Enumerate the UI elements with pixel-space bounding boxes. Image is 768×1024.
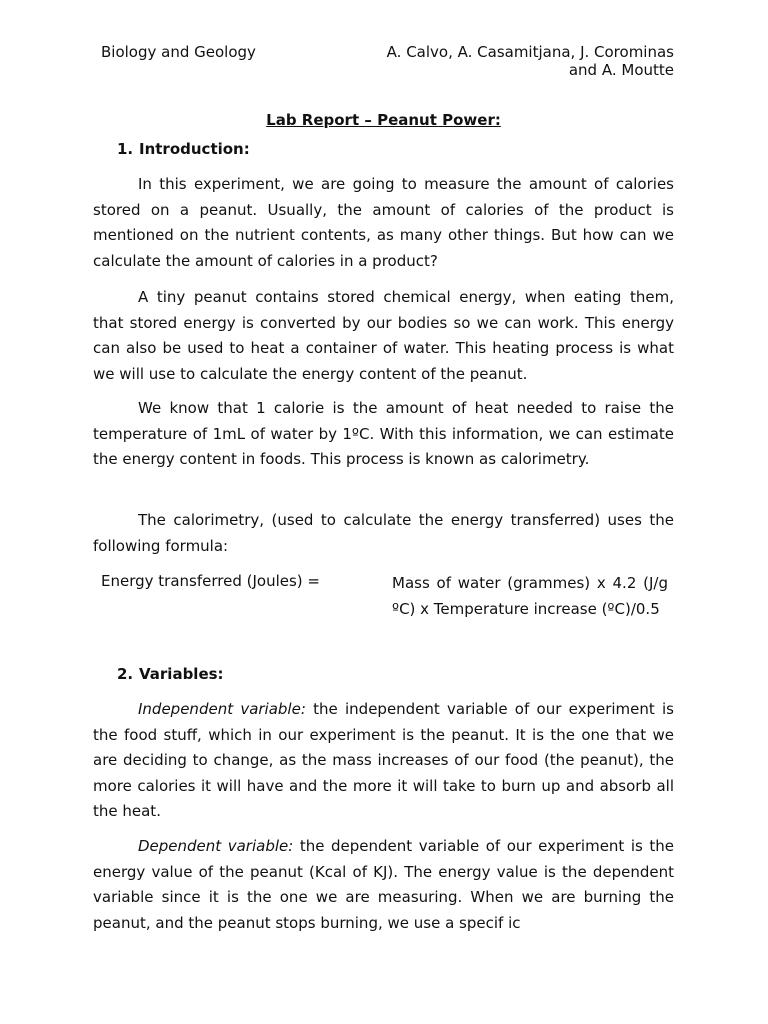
intro-paragraph-3: We know that 1 calorie is the amount of heat needed to raise the temperature of 1mL of water by 1ºC. With this information, we can estimate the energy content in foods. This process is known as calorimetry. [93, 399, 674, 469]
section-number: 2. [117, 665, 134, 683]
dependent-variable-text: the dependent variable of our experiment is the energy value of the peanut (Kcal of KJ). The energy value is the dependent variable since it is the one we are measuring. When we are burning the peanut, and the peanut stops burning, we use a specif ic [93, 837, 675, 932]
formula-expression: Mass of water (grammes) x 4.2 (J/g ºC) x Temperature increase (ºC)/0.5 [392, 574, 668, 618]
section-heading-text: Variables: [139, 665, 224, 683]
section-heading-variables [117, 664, 224, 684]
intro-paragraph-1: In this experiment, we are going to measure the amount of calories stored on a peanut. Usually, the amount of calories of the product is mentioned on the nutrient contents, as many other things. But how can we calculate the amount of calories in a product? [93, 175, 674, 270]
formula-label: Energy transferred (Joules) = [101, 572, 320, 590]
intro-paragraph-2: A tiny peanut contains stored chemical energy, when eating them, that stored energy is converted by our bodies so we can work. This energy can also be used to heat a container of water. This heating process is what we will use to calculate the energy content of the peanut. [93, 288, 674, 383]
dependent-variable-label: Dependent variable: [138, 837, 294, 855]
independent-variable-paragraph [93, 697, 674, 825]
section-heading-text: Introduction: [139, 140, 250, 158]
dependent-variable-paragraph [93, 834, 674, 936]
independent-variable-text: the independent variable of our experiment is the food stuff, which in our experiment is the peanut. It is the one that we are deciding to change, as the mass increases of our food (the peanut), the more calories it will have and the more it will take to burn up and absorb all the heat. [93, 700, 674, 821]
header-subject: Biology and Geology [101, 43, 256, 61]
section-number: 1. [117, 140, 134, 158]
independent-variable-label: Independent variable: [138, 700, 306, 718]
report-title: Lab Report – Peanut Power: [266, 111, 501, 129]
section-heading-introduction [117, 139, 250, 159]
intro-paragraph-4: The calorimetry, (used to calculate the energy transferred) uses the following formula: [93, 511, 674, 555]
header-authors: A. Calvo, A. Casamitjana, J. Corominas and A. Moutte [386, 43, 674, 79]
